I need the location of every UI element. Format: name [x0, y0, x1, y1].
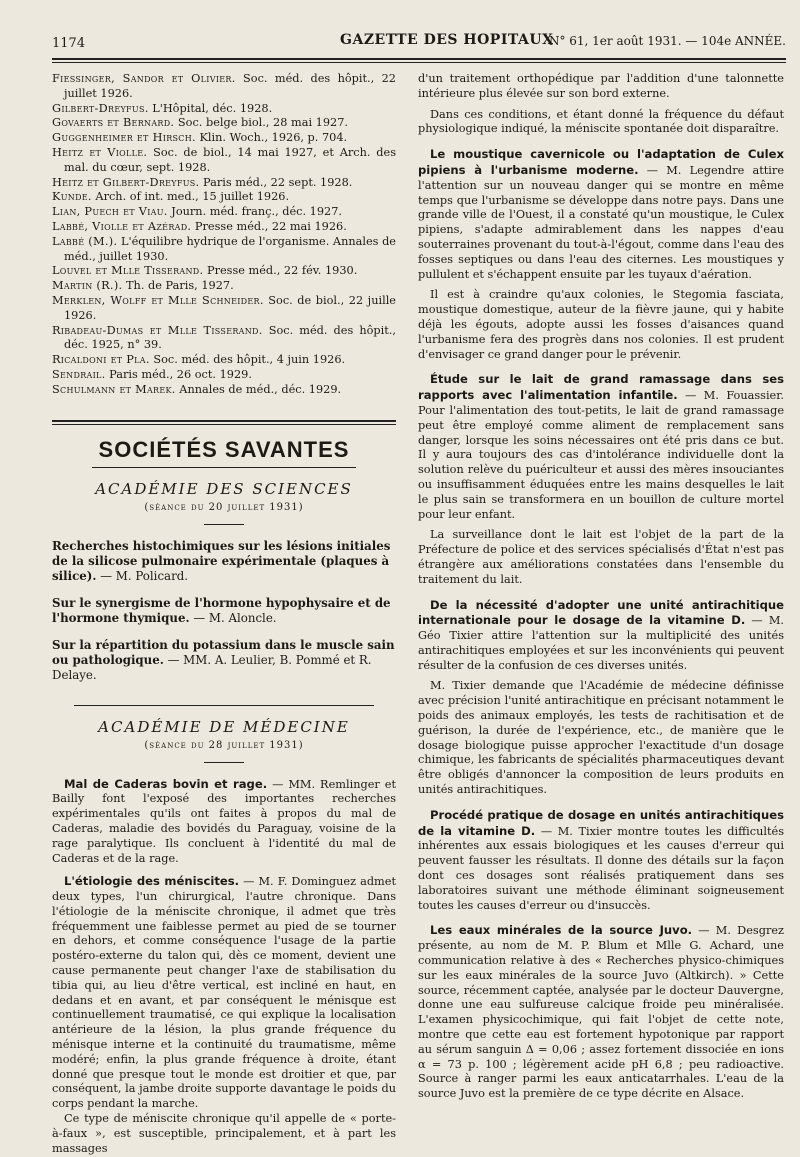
lait-text: — M. Fouassier. Pour l'alimentation des tout-petits, le lait de grand ramassage peut être employé comme aliment de remplacement sans danger, lorsque les soins nécessaires ont été pris dans ce but. Il y aura toujours des cas d'intolérance individuelle dont la solution relève du puériculteur et aussi des mères insouciantes ou insuffisamment éduquées entre les mains desquelles le lait le plus sain se transformera en un bouillon de culture mortel pour leur enfant. [418, 389, 784, 521]
procede-text: — M. Tixier montre toutes les difficultés inhérentes aux essais biologiques et les causes d'erreur qui peuvent fausser les résultats. Il donne des détails sur la façon dont ces dosages sont réalisés pratiquement dans ses laboratoires suivant une méthode éliminant soigneusement toutes les causes d'erreur ou d'insuccès. [418, 824, 784, 912]
header-rule [52, 58, 786, 60]
reference-source: Th. de Paris, 1927. [122, 279, 234, 293]
sciences-item-title: Recherches histochimiques sur les lésions initiales de la silicose pulmonaire expérimentale (plaques à silice). [52, 538, 391, 583]
section-rule-thin [52, 424, 396, 425]
academie-medecine-title: ACADÉMIE DE MÉDECINE [98, 717, 350, 736]
reference-authors: Sendrail. [52, 367, 106, 381]
caderas-title: Mal de Caderas bovin et rage. [64, 776, 268, 791]
sciences-item-authors: — M. Policard. [96, 568, 189, 583]
reference-source: Soc. belge biol., 28 mai 1927. [174, 116, 348, 130]
reference-authors: Guggenheimer et Hirsch. [52, 131, 196, 145]
continued-paragraph: d'un traitement orthopédique par l'addition d'une talonnette intérieure plus élevée sur son bord externe. [418, 72, 784, 100]
moustique-text: — M. Legendre attire l'attention sur un nouveau danger qui se montre en même temps que l'urbanisme se développe dans notre pays. Dans une grande ville de l'Ouest, il a constaté qu'un moustique, le Culex pipiens, s'adapte admirablement dans les nappes d'eau souterraines provenant du tout-à-l'égout, comme dans l'eau des fosses septiques ou dans l'eau des citernes. Les moustiques y pullulent et s'échappent ensuite par les tuyaux d'aération. [418, 163, 785, 281]
juvo-title: Les eaux minérales de la source Juvo. [430, 923, 693, 938]
section-title-rule [92, 467, 356, 468]
reference-item [52, 190, 396, 205]
left-column [52, 72, 396, 1156]
sciences-item-title: Sur la répartition du potassium dans le muscle sain ou pathologique. [52, 637, 395, 667]
reference-authors: Lian, Puech et Viau. [52, 205, 168, 219]
reference-source: Presse méd., 22 mai 1926. [191, 219, 347, 233]
reference-source: Annales de méd., déc. 1929. [175, 382, 342, 396]
sciences-item-authors: — M. Aloncle. [189, 610, 277, 625]
reference-item [52, 146, 396, 176]
reference-item [52, 116, 396, 131]
reference-item [52, 176, 396, 191]
reference-authors: Labbé, Violle et Azérad. [52, 219, 192, 233]
reference-source: Soc. de biol., 22 juille 1926. [64, 293, 396, 322]
vitamine-paragraph-2: M. Tixier demande que l'Académie de médecine définisse avec précision l'unité antirachitique en précisant notamment le poids des animaux employés, les tests de rachitisation et de guérison, la durée de l'expérience, etc., de manière que le dosage biologique puisse approcher l'exactitude d'un dosage chimique, les fabricants de spécialités pharmaceutiques devant être obligés d'annoncer la composition de leurs produits en unités antirachitiques. [418, 679, 784, 797]
vitamine-text: — M. Géo Tixier attire l'attention sur la multiplicité des unités antirachitiques employées et sur les inconvénients qui peuvent résulter de la confusion de ces diverses unités. [418, 614, 784, 672]
reference-item [52, 368, 396, 383]
juvo-item [418, 923, 784, 1102]
reference-source: Arch. of int. med., 15 juillet 1926. [91, 190, 290, 204]
issue-info: N° 61, 1er août 1931. — 104e ANNÉE. [548, 34, 786, 48]
reference-source: Paris méd., 26 oct. 1929. [105, 367, 252, 381]
reference-source: L'Hôpital, déc. 1928. [148, 101, 273, 115]
right-column [418, 72, 784, 1108]
procede-item [418, 808, 784, 914]
reference-item [52, 72, 396, 102]
reference-source: Soc. méd. des hôpit., déc. 1925, n° 39. [64, 323, 396, 352]
reference-authors: Govaerts et Bernard. [52, 116, 175, 130]
lait-paragraph-2: La surveillance dont le lait est l'objet de la part de la Préfecture de police et des services spécialisés d'État n'est pas étrangère aux améliorations constatées dans l'ensemble du traitement du lait. [418, 528, 784, 586]
reference-authors: Heitz et Violle. [52, 145, 148, 159]
reference-authors: Labbé (M.). [52, 234, 118, 248]
academie-sciences-title: ACADÉMIE DES SCIENCES [95, 480, 353, 499]
reference-authors: Martin (R.). [52, 279, 123, 293]
reference-source: Soc. méd. des hôpit., 22 juillet 1926. [64, 72, 396, 100]
reference-authors: Merklen, Wolff et Mlle Schneider. [52, 293, 264, 307]
reference-item [52, 205, 396, 220]
reference-item [52, 131, 396, 146]
reference-item [52, 102, 396, 117]
medecine-item-caderas [52, 777, 396, 867]
divider-rule [74, 705, 374, 706]
juvo-text: — M. Desgrez présente, au nom de M. P. Blum et Mlle G. Achard, une communication relative à des « Recherches physico-chimiques sur les eaux minérales de la source Juvo (Altkirch). » Cette source, récemment captée, analysée par le docteur Dauvergne, donne une eau sulfureuse calcique froide peu minéralisée. L'examen physicochimique, qui fait l'objet de cette note, montre que cette eau est fortement hypotonique par rapport au sérum sanguin Δ = 0,06 ; assez fortement dissociée en ions α = 73 p. 100 ; légèrement acide pH 6,8 ; peu radioactive. Source à ranger parmi les eaux anticatarrhales. L'eau de la source Juvo est la première de ce type décrite en Alsace. [418, 924, 784, 1101]
journal-title: GAZETTE DES HOPITAUX [340, 32, 554, 48]
conclusion-paragraph: Dans ces conditions, et étant donné la fréquence du défaut physiologique indiqué, la méniscite spontanée doit disparaître. [418, 107, 784, 136]
reference-list [52, 72, 396, 398]
medecine-item-meniscites [52, 874, 396, 1112]
reference-source: Soc. méd. des hôpit., 4 juin 1926. [149, 353, 346, 367]
reference-authors: Kunde. [52, 190, 92, 204]
reference-item [52, 383, 396, 398]
reference-authors: Ribadeau-Dumas et Mlle Tisserand. [52, 323, 263, 337]
reference-authors: Louvel et Mlle Tisserand. [52, 264, 204, 278]
reference-item [52, 220, 396, 235]
moustique-paragraph-2: Il est à craindre qu'aux colonies, le Stegomia fasciata, moustique domestique, auteur de la fièvre jaune, qui y habite déjà les égouts, adopte aussi les fosses d'aisances quand l'urbanisme fera des progrès dans nos colonies. Il est prudent d'envisager ce grand danger pour le prévenir. [418, 288, 784, 361]
meniscites-title: L'étiologie des méniscites. [64, 874, 240, 889]
caderas-text: — MM. Remlinger et Bailly font l'exposé des importantes recherches expérimentales qu'ils ont faites à propos du mal de Caderas, maladie des bovidés du Paraguay, voisine de la rage paralytique. Ils concluent à l'identité du mal de Caderas et de la rage. [52, 777, 396, 865]
short-rule [204, 762, 244, 763]
meniscites-continuation: Ce type de méniscite chronique qu'il appelle de « porte-à-faux », est susceptible, principalement, et à part les massages [52, 1112, 396, 1155]
academie-medecine-seance: (séance du 28 juillet 1931) [144, 739, 304, 751]
reference-item [52, 353, 396, 368]
moustique-item [418, 147, 784, 282]
academie-sciences-seance: (séance du 20 juillet 1931) [144, 502, 304, 514]
reference-item [52, 324, 396, 354]
header-rule-thin [52, 62, 786, 63]
reference-source: Presse méd., 22 fév. 1930. [203, 264, 358, 278]
lait-title: Étude sur le lait de grand ramassage dans ses rapports avec l'alimentation infantile. [418, 372, 784, 403]
section-title: SOCIÉTÉS SAVANTES [98, 436, 350, 462]
reference-item [52, 279, 396, 294]
reference-item [52, 264, 396, 279]
vitamine-title: De la nécessité d'adopter une unité antirachitique internationale pour le dosage de la vitamine D. [418, 597, 784, 628]
procede-title: Procédé pratique de dosage en unités antirachitiques de la vitamine D. [418, 807, 784, 838]
sciences-item-authors: — MM. A. Leulier, B. Pommé et R. Delaye. [52, 652, 372, 682]
reference-authors: Heitz et Gilbert-Dreyfus. [52, 175, 200, 189]
reference-authors: Ricaldoni et Pla. [52, 353, 150, 367]
sciences-item [52, 539, 396, 584]
sciences-item [52, 596, 396, 626]
lait-item [418, 372, 784, 522]
reference-source: L'équilibre hydrique de l'organisme. Annales de méd., juillet 1930. [64, 234, 396, 263]
reference-authors: Fiessinger, Sandor et Olivier. [52, 72, 236, 85]
page-header [52, 30, 786, 56]
meniscites-text: — M. F. Dominguez admet deux types, l'un chirurgical, l'autre chronique. Dans l'étiologie de la méniscite chronique, il admet que très fréquemment une faiblesse permet au pied de se tourner en dehors, et comme conséquence l'usage de la partie postéro-externe du talon qui, dès ce moment, devient une cause permanente peut changer l'axe de stabilisation du tibia qui, au lieu d'être vertical, est incliné en haut, en dedans et en avant, et par conséquent le ménisque est continuellement traumatisé, ce qui explique la localisation antérieure de la lésion, la plus grande fréquence du ménisque interne et la continuité du traumatisme, même modéré; enfin, la plus grande fréquence à droite, étant donné que presque tout le monde est droitier et que, par conséquent, la jambe droite supporte davantage le poids du corps pendant la marche. [52, 875, 396, 1111]
reference-source: Klin. Woch., 1926, p. 704. [195, 131, 348, 145]
reference-item [52, 235, 396, 265]
sciences-item-title: Sur le synergisme de l'hormone hypophysaire et de l'hormone thymique. [52, 595, 391, 625]
section-rule [52, 420, 396, 422]
sciences-item [52, 638, 396, 683]
page-number: 1174 [52, 36, 86, 51]
reference-authors: Gilbert-Dreyfus. [52, 101, 149, 115]
reference-authors: Schulmann et Marek. [52, 382, 176, 396]
moustique-title: Le moustique cavernicole ou l'adaptation de Culex pipiens à l'urbanisme moderne. [418, 147, 784, 177]
reference-source: Paris méd., 22 sept. 1928. [199, 175, 353, 189]
reference-source: Journ. méd. franç., déc. 1927. [167, 205, 343, 219]
reference-item [52, 294, 396, 324]
vitamine-item [418, 598, 784, 674]
reference-source: Soc. de biol., 14 mai 1927, et Arch. des mal. du cœur, sept. 1928. [64, 145, 396, 174]
short-rule [204, 524, 244, 525]
